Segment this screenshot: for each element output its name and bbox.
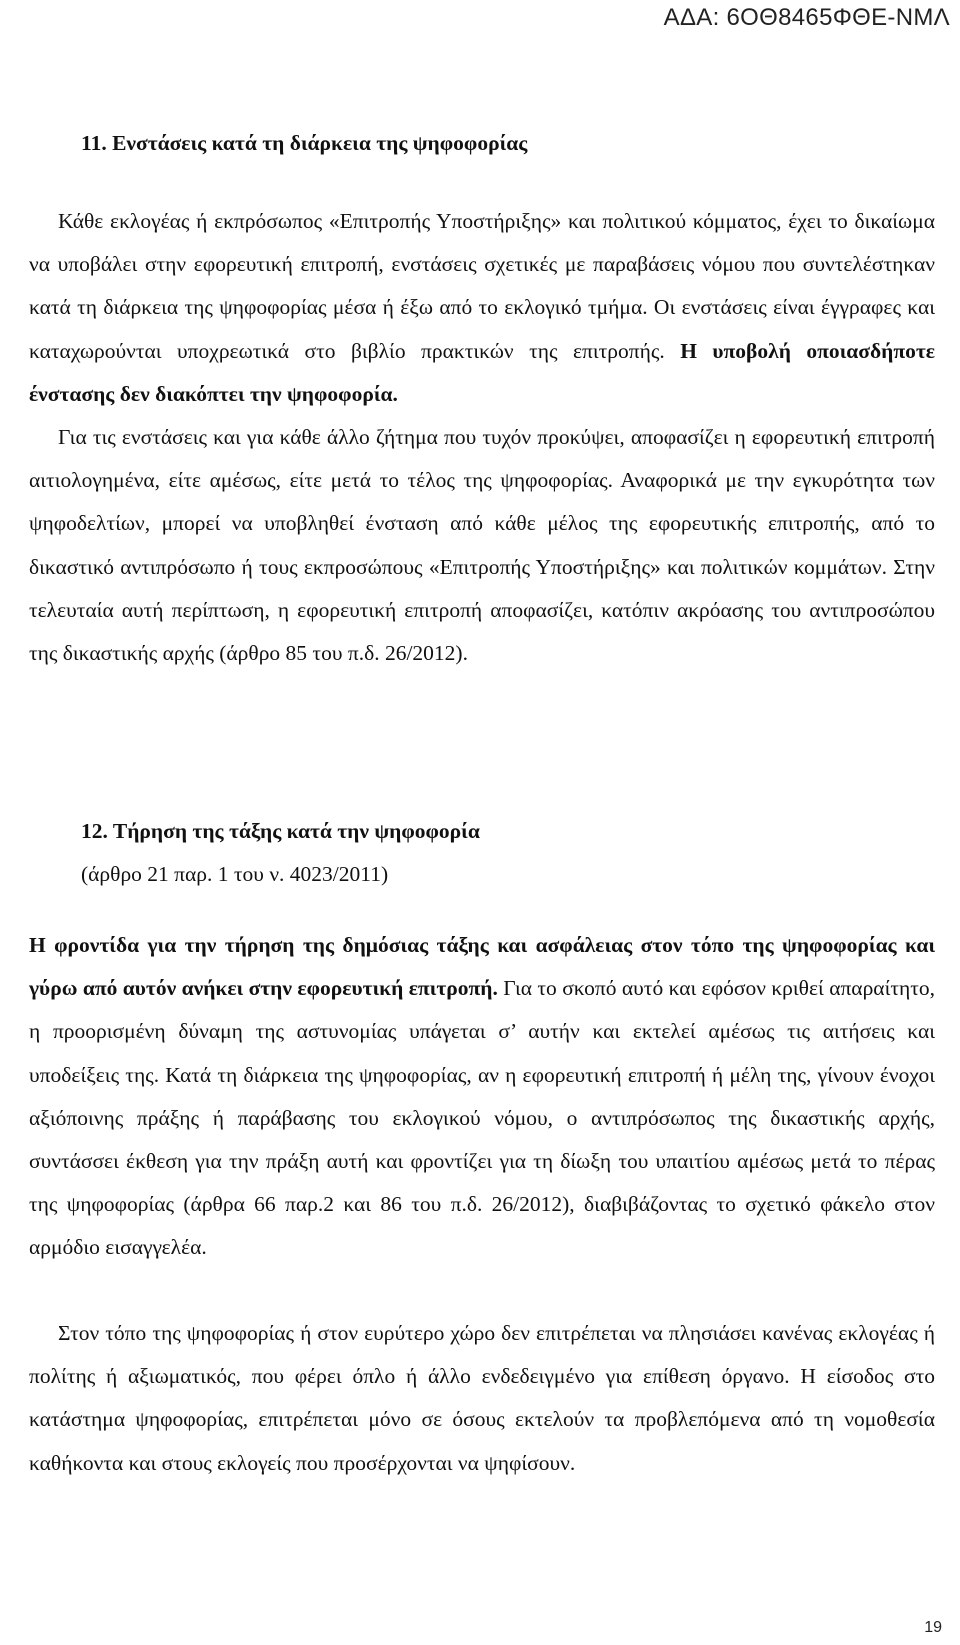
ada-code: ΑΔΑ: 6ΟΘ8465ΦΘΕ-ΝΜΛ (663, 4, 950, 31)
page-number: 19 (924, 1619, 942, 1636)
section-12-law-reference: (άρθρο 21 παρ. 1 του ν. 4023/2011) (81, 862, 389, 886)
section-11-paragraph-2: Για τις ενστάσεις και για κάθε άλλο ζήτημα που τυχόν προκύψει, αποφασίζει η εφορευτική επιτροπή αιτιολογημένα, είτε αμέσως, είτε μετά το τέλος της ψηφοφορίας. Αναφορικά με την εγκυρότητα των ψηφοδελτίων, μπορεί να υποβληθεί ένσταση από κάθε μέλος της εφορευτικής επιτροπής, από το δικαστικό αντιπρόσωπο ή τους εκπροσώπους «Επιτροπής Υποστήριξης» και πολιτικών κομμάτων. Στην τελευταία αυτή περίπτωση, η εφορευτική επιτροπή αποφασίζει, κατόπιν ακρόασης του αντιπροσώπου της δικαστικής αρχής (άρθρο 85 του π.δ. 26/2012). (29, 425, 935, 666)
section-12-paragraph-1 (29, 924, 935, 1270)
section-11-paragraph-1 (29, 200, 935, 416)
section-11-title: 11. Ενστάσεις κατά τη διάρκεια της ψηφοφορίας (81, 131, 528, 155)
section-11-paragraph-1-text: Κάθε εκλογέας ή εκπρόσωπος «Επιτροπής Υποστήριξης» και πολιτικού κόμματος, έχει το δικαίωμα να υποβάλει στην εφορευτική επιτροπή, ενστάσεις σχετικές με παραβάσεις νόμου που συντελέστηκαν κατά τη διάρκεια της ψηφοφορίας μέσα ή έξω από το εκλογικό τμήμα. Οι ενστάσεις είναι έγγραφες και καταχωρούνται υποχρεωτικά στο βιβλίο πρακτικών της επιτροπής. (29, 209, 935, 363)
section-12-title: 12. Τήρηση της τάξης κατά την ψηφοφορία (81, 819, 480, 843)
section-12-paragraph-2: Στον τόπο της ψηφοφορίας ή στον ευρύτερο χώρο δεν επιτρέπεται να πλησιάσει κανένας εκλογέας ή πολίτης ή αξιωματικός, που φέρει όπλο ή άλλο ενδεδειγμένο για επίθεση όργανο. Η είσοδος στο κατάστημα ψηφοφορίας, επιτρέπεται μόνο σε όσους εκτελούν τα προβλεπόμενα από τη νομοθεσία καθήκοντα και στους εκλογείς που προσέρχονται να ψηφίσουν. (29, 1321, 935, 1475)
section-12-paragraph-1-text: Για το σκοπό αυτό και εφόσον κριθεί απαραίτητο, η προορισμένη δύναμη της αστυνομίας υπάγεται σ’ αυτήν και εκτελεί αμέσως τις αιτήσεις και υποδείξεις της. Κατά τη διάρκεια της ψηφοφορίας, αν η εφορευτική επιτροπή ή μέλη της, γίνουν ένοχοι αξιόποινης πράξης ή παράβασης του εκλογικού νόμου, ο αντιπρόσωπος της δικαστικής αρχής, συντάσσει έκθεση για την πράξη αυτή και φροντίζει για τη δίωξη του υπαιτίου αμέσως μετά το πέρας της ψηφοφορίας (άρθρα 66 παρ.2 και 86 του π.δ. 26/2012), διαβιβάζοντας το σχετικό φάκελο στον αρμόδιο εισαγγελέα. (29, 976, 935, 1260)
section-11-paragraph-1-bold: Η υποβολή οποιασδήποτε ένστασης δεν διακόπτει την ψηφοφορία. (29, 338, 935, 406)
section-12-paragraph-1-bold: Η φροντίδα για την τήρηση της δημόσιας τάξης και ασφάλειας στον τόπο της ψηφοφορίας και γύρω από αυτόν ανήκει στην εφορευτική επιτροπή. (29, 933, 935, 1001)
